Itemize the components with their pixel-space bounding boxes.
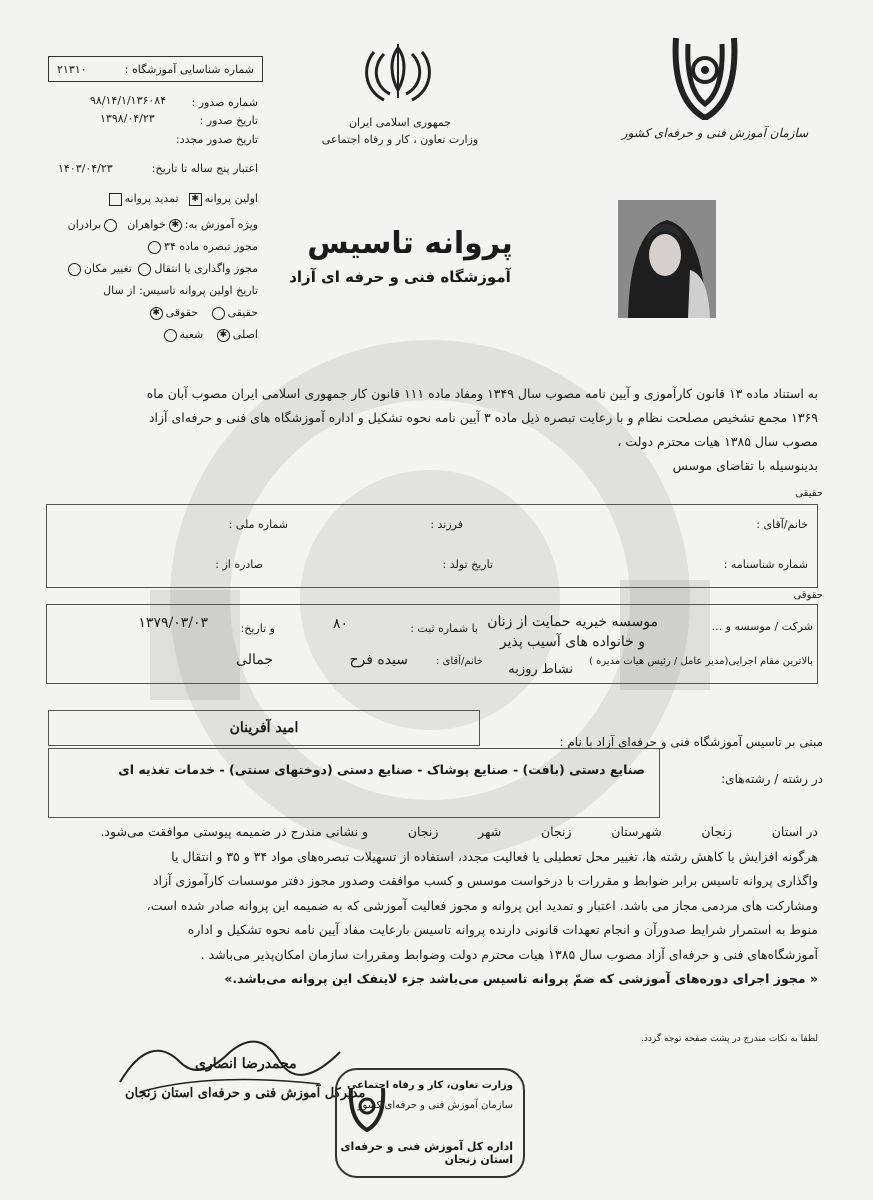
issue-number-row: شماره صدور : (191, 96, 258, 109)
body-line-2: هرگونه افزایش یا کاهش رشته ها، تغییر محل تعطیلی یا فعالیت مجدد، استفاده از تسهیلات تبصره‌های مواد ۳۴ و ۳۵ و انتقال یا (171, 848, 818, 864)
body-line-3: واگذاری پروانه تاسیس برابر ضوابط و مقررات با درخواست موسس و کسب موافقت وصدور مجوز دفتر موسسات کارآموزی آزاد (152, 873, 818, 888)
signer-name: محمدرضا انصاری (195, 1056, 297, 1072)
issue-date-value: ۱۳۹۸/۰۴/۲۳ (100, 112, 155, 125)
intro-paragraph (45, 382, 818, 478)
document-subtitle: آموزشگاه فنی و حرفه ای آزاد (289, 268, 511, 286)
official-stamp (335, 1068, 525, 1178)
body-paragraph (45, 820, 818, 992)
school-name-value: امید آفرینان (229, 720, 299, 736)
main-radio (217, 329, 230, 342)
natural-legal-row: حقیقی حقوقی✱ (147, 306, 258, 320)
school-id-box (48, 56, 263, 82)
legal-reg-no-value: ۸۰ (332, 616, 348, 632)
natural-person-box (46, 504, 818, 588)
training-gender-row: ویژه آموزش به:✱خواهران برادران (68, 218, 258, 232)
legal-company-value-1: موسسه خیریه حمایت از زنان (487, 614, 658, 630)
branch-radio (164, 329, 177, 342)
stamp-line-1: وزارت تعاون، کار و رفاه اجتماعی (347, 1080, 513, 1091)
legal-company-label: شرکت / موسسه و ... (711, 620, 813, 633)
school-id-value: ۲۱۳۱۰ (57, 62, 87, 76)
back-page-note: لطفا به نکات مندرج در پشت صفحه توجه گردد. (641, 1034, 818, 1044)
issue-number-value: ۹۸/۱۴/۱/۱۳۶۰۸۴ (90, 94, 167, 107)
first-date-row: تاریخ اولین پروانه تاسیس: از سال (103, 284, 258, 297)
government-heading (300, 114, 500, 148)
natural-birth-cert-label: شماره شناسنامه : (723, 558, 808, 571)
gov-line-2: وزارت تعاون ، کار و رفاه اجتماعی (321, 133, 479, 146)
gov-line-1: جمهوری اسلامی ایران (348, 116, 452, 129)
issue-date-label: تاریخ صدور : (199, 114, 258, 127)
legal-company-value-2: و خانواده های آسیب پذیر (499, 634, 645, 650)
document-title: پروانه تاسیس (307, 226, 513, 261)
legal-radio (150, 307, 163, 320)
natural-birth-date-label: تاریخ تولد : (442, 558, 493, 571)
transfer-radio (138, 263, 151, 276)
legal-person-first-name: سیده فرح (349, 652, 408, 668)
relocation-radio (68, 263, 81, 276)
school-name-box (48, 710, 480, 746)
fields-value: صنایع دستی (بافت) - صنایع پوشاک - صنایع دستی (دوختهای سنتی) - خدمات تغذیه ای (118, 762, 645, 777)
school-id-label: شماره شناسایی آموزشگاه : (124, 62, 254, 76)
first-license-checkbox (189, 193, 202, 206)
art34-row: مجوز تبصره ماده ۳۴ (145, 240, 258, 254)
transfer-row: مجوز واگذاری یا انتقال تغییر مکان (65, 262, 258, 276)
body-line-4: ومشارکت های مردمی مجاز می باشد. اعتبار و تمدید این پروانه و مجوز فعالیت آموزشی که به ضمیمه این پروانه صادر شده است، (146, 897, 818, 913)
reissue-date-label: تاریخ صدور مجدد: (176, 133, 258, 146)
natural-father-label: فرزند : (430, 518, 463, 531)
legal-date-label: و تاریخ: (240, 622, 275, 635)
brothers-radio (104, 219, 117, 232)
tvto-logo-icon (670, 30, 740, 120)
portrait-image (618, 200, 716, 318)
license-type-row: اولین پروانه✱ تمدید پروانه (106, 192, 258, 206)
fields-box (48, 748, 660, 818)
sisters-radio (169, 219, 182, 232)
legal-exec-handwritten: نشاط روزبه (508, 662, 573, 677)
signer-title: مدیرکل آموزش فنی و حرفه‌ای استان زنجان (125, 1086, 366, 1101)
legal-reg-no-label: با شماره ثبت : (410, 622, 478, 635)
body-line-7: « مجوز اجرای دوره‌های آموزشی که ضمّ پروانه تاسیس می‌باشد جزء لاینفک این پروانه می‌باشد.» (224, 971, 818, 986)
legal-exec-label: بالاترین مقام اجرایی(مدیر عامل / رئیس هیات مدیره ) (589, 656, 813, 667)
natural-issued-from-label: صادره از : (215, 558, 263, 571)
legal-date-value: ۱۳۷۹/۰۳/۰۳ (138, 615, 208, 631)
iran-emblem-icon (360, 42, 436, 104)
body-line-5: منوط به استمرار شرایط صدورآن و انجام تعهدات قانونی دارنده پروانه تاسیس بارعایت مفاد آیین نامه نحوه تشکیل و اداره (187, 922, 818, 937)
org-name: سازمان آموزش فنی و حرفه‌ای کشور (621, 126, 809, 140)
art34-radio (148, 241, 161, 254)
natural-section-label: حقیقی (795, 488, 823, 499)
founder-photo (618, 200, 716, 318)
intro-line-1: به استناد ماده ۱۳ قانون کارآموزی و آیین نامه مصوب سال ۱۳۴۹ ومفاد ماده ۱۱۱ قانون کار جمهوری اسلامی ایران مصوب آبان ماه (146, 386, 818, 401)
intro-line-3: مصوب سال ۱۳۸۵ هیات محترم دولت ، (617, 434, 818, 449)
fields-label: در رشته / رشته‌های: (721, 772, 823, 786)
renewal-checkbox (109, 193, 122, 206)
main-branch-row: اصلی✱ شعبه (161, 328, 258, 342)
stamp-line-2: سازمان آموزش فنی و حرفه‌ای کشور (357, 1100, 513, 1111)
legal-section-label: حقوقی (793, 590, 823, 601)
body-line-1: در استان زنجان شهرستان زنجان شهر زنجان و نشانی مندرج در ضمیمه پیوستی موافقت می‌شود. (100, 824, 818, 839)
natural-radio (212, 307, 225, 320)
intro-line-4: بدینوسیله با تقاضای موسس (672, 458, 818, 473)
natural-national-id-label: شماره ملی : (228, 518, 288, 531)
natural-name-label: خانم/آقای : (756, 518, 808, 531)
body-line-6: آموزشگاه‌های فنی و حرفه‌ای آزاد مصوب سال ۱۳۸۵ هیات محترم دولت وضوابط ومقررات سازمان امکان‌پذیر می‌باشد . (200, 946, 818, 962)
validity-label: اعتبار پنج ساله تا تاریخ: (151, 162, 258, 175)
intro-line-2: ۱۳۶۹ مجمع تشخیص مصلحت نظام و با رعایت تبصره ذیل ماده ۳ آیین نامه نحوه تشکیل و اداره آموزشگاه های فنی و حرفه‌ای آزاد (148, 410, 818, 425)
school-name-label: مبنی بر تاسیس آموزشگاه فنی و حرفه‌ای آزاد با نام : (559, 735, 823, 749)
stamp-line-3: اداره کل آموزش فنی و حرفه‌ای استان زنجان (340, 1140, 513, 1166)
validity-value: ۱۴۰۳/۰۴/۲۳ (58, 162, 113, 175)
legal-person-last-name: جمالی (236, 652, 273, 668)
legal-person-label: خانم/آقای : (435, 656, 483, 667)
